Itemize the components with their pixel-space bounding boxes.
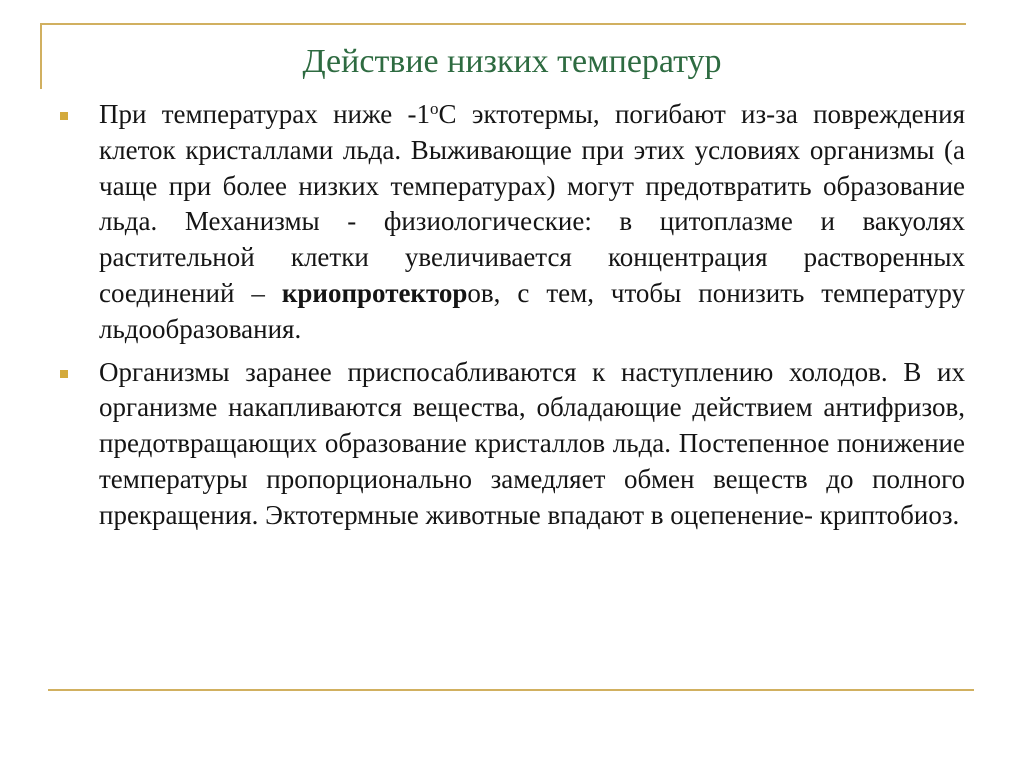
slide-title: Действие низких температур [302,43,722,80]
bullet-item [57,355,965,534]
bullet-text-part: ов, с тем, чтобы понизить температуру льдообразования. [99,277,965,344]
bullet-square-icon [60,112,68,120]
bullet-text-part: При температурах ниже -1 [99,99,431,129]
frame-top-line [40,23,966,25]
bullet-list [57,97,965,541]
bullet-text-part: С эктотермы, погибают из-за повреждения клеток кристаллами льда. Выживающие при этих условиях организмы (а чаще при более низких температурах) могут предотвратить образование льда. Механизмы - физиологические: в цитоплазме и вакуолях растительной клетки увеличивается концентрация растворенных соединений – [99,99,965,308]
bullet-text [99,97,965,348]
bullet-text: Организмы заранее приспосабливаются к наступлению холодов. В их организме накапливаются вещества, обладающие действием антифризов, предотвращающих образование кристаллов льда. Постепенное понижение температуры пропорционально замедляет обмен веществ до полного прекращения. Эктотермные животные впадают в оцепенение- криптобиоз. [99,356,965,530]
bullet-item [57,97,965,348]
degree-superscript: о [430,99,439,118]
bullet-square-icon [60,370,68,378]
frame-bottom-line [48,689,974,691]
highlighted-term: криопротектор [281,277,468,308]
